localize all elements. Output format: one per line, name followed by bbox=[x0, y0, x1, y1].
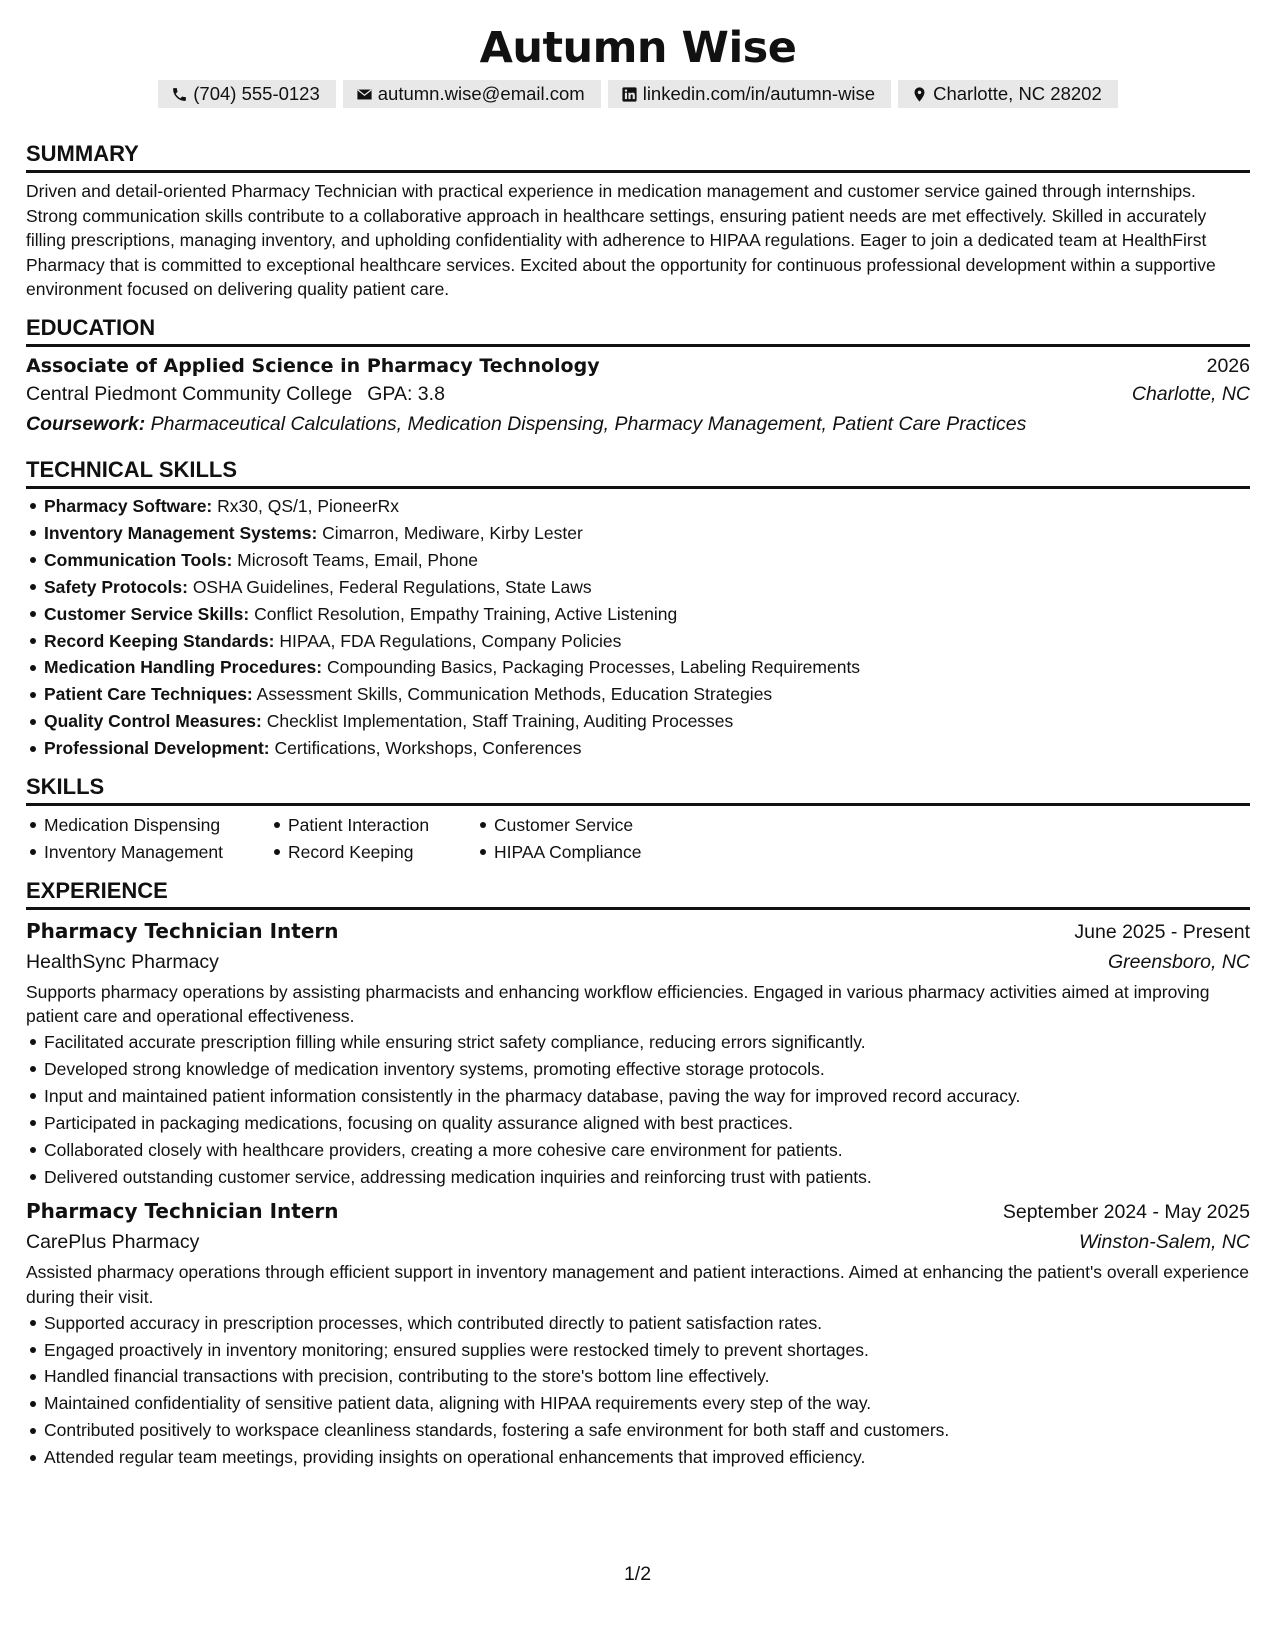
skill-label: Patient Care Techniques: bbox=[44, 684, 253, 705]
skills-grid bbox=[26, 812, 1250, 866]
skill-label: Inventory Management Systems: bbox=[44, 522, 318, 543]
list-item: Delivered outstanding customer service, addressing medication inquiries and reinforcing trust with patients. bbox=[44, 1164, 1250, 1191]
skill-label: Professional Development: bbox=[44, 738, 270, 759]
job-dates: September 2024 - May 2025 bbox=[1002, 1201, 1250, 1224]
coursework-list: Pharmaceutical Calculations, Medication Dispensing, Pharmacy Management, Patient Care Practices bbox=[150, 412, 1027, 435]
list-item: Medication Dispensing bbox=[44, 812, 270, 839]
list-item: HIPAA Compliance bbox=[494, 839, 714, 866]
job-entry bbox=[26, 916, 1250, 1191]
skill-value: Certifications, Workshops, Conferences bbox=[274, 738, 582, 759]
section-title-summary: SUMMARY bbox=[26, 141, 1250, 173]
job-summary: Assisted pharmacy operations through efficient support in inventory management and patient interactions. Aimed at enhancing the patient's overall experience during their visit. bbox=[26, 1262, 1249, 1308]
coursework-label: Coursework: bbox=[26, 412, 146, 435]
list-item: Engaged proactively in inventory monitoring; ensured supplies were restocked timely to prevent shortages. bbox=[44, 1337, 1250, 1364]
list-item: Supported accuracy in prescription processes, which contributed directly to patient satisfaction rates. bbox=[44, 1310, 1250, 1337]
summary-text: Driven and detail-oriented Pharmacy Technician with practical experience in medication management and customer service gained through internships. Strong communication skills contribute to a collaborative approach in healthcare settings, ensuring patient needs are met effectively. Skilled in accurately filling prescriptions, managing inventory, and upholding confidentiality with adherence to HIPAA regulations. Eager to join a dedicated team at HealthFirst Pharmacy that is committed to exceptional healthcare services. Excited about the opportunity for continuous professional development within a supportive environment focused on delivering quality patient care. bbox=[26, 181, 1216, 300]
list-item bbox=[44, 654, 1250, 681]
skills-column bbox=[270, 812, 476, 866]
degree-title: Associate of Applied Science in Pharmacy Technology bbox=[26, 354, 600, 377]
technical-skills-section bbox=[26, 457, 1250, 762]
skill-label: Medication Handling Procedures: bbox=[44, 657, 323, 678]
skill-value: Assessment Skills, Communication Methods, Education Strategies bbox=[256, 684, 773, 705]
skill-value: Cimarron, Mediware, Kirby Lester bbox=[322, 522, 583, 543]
coursework-line bbox=[26, 409, 1250, 439]
email-text: autumn.wise@email.com bbox=[377, 83, 585, 104]
location-text: Charlotte, NC 28202 bbox=[933, 83, 1102, 104]
job-company-row bbox=[26, 947, 1250, 977]
job-header-row bbox=[26, 916, 1250, 947]
job-header-row bbox=[26, 1196, 1250, 1227]
list-item: Contributed positively to workspace cleanliness standards, fostering a safe environment for both staff and customers. bbox=[44, 1417, 1250, 1444]
list-item: Record Keeping bbox=[288, 839, 476, 866]
skill-label: Communication Tools: bbox=[44, 549, 233, 570]
list-item: Attended regular team meetings, providing insights on operational enhancements that improved efficiency. bbox=[44, 1444, 1250, 1471]
company-name: CarePlus Pharmacy bbox=[26, 1231, 200, 1254]
skill-label: Pharmacy Software: bbox=[44, 495, 213, 516]
job-title: Pharmacy Technician Intern bbox=[26, 918, 339, 943]
skills-column bbox=[476, 812, 714, 866]
linkedin-icon bbox=[621, 86, 638, 103]
gpa: GPA: 3.8 bbox=[367, 382, 445, 405]
contact-email bbox=[343, 80, 601, 108]
list-item bbox=[44, 493, 1250, 520]
job-summary: Supports pharmacy operations by assisting pharmacists and enhancing workflow efficiencies. Engaged in various pharmacy activities aimed at improving patient care and operational effectiveness. bbox=[26, 981, 1210, 1027]
skill-value: HIPAA, FDA Regulations, Company Policies bbox=[279, 630, 622, 651]
skill-value: Microsoft Teams, Email, Phone bbox=[237, 549, 479, 570]
section-title-experience: EXPERIENCE bbox=[26, 878, 1250, 910]
job-location: Greensboro, NC bbox=[1108, 950, 1250, 973]
page-number: 1/2 bbox=[623, 1563, 652, 1585]
list-item bbox=[44, 547, 1250, 574]
skill-value: OSHA Guidelines, Federal Regulations, State Laws bbox=[192, 576, 592, 597]
list-item: Handled financial transactions with precision, contributing to the store's bottom line effectively. bbox=[44, 1363, 1250, 1390]
job-bullets bbox=[26, 1310, 1250, 1471]
job-entry bbox=[26, 1196, 1250, 1471]
job-dates: June 2025 - Present bbox=[1074, 920, 1250, 943]
contact-bar bbox=[26, 80, 1250, 108]
list-item: Facilitated accurate prescription filling while ensuring strict safety compliance, reducing errors significantly. bbox=[44, 1029, 1250, 1056]
section-title-technical-skills: TECHNICAL SKILLS bbox=[26, 457, 1250, 489]
contact-location bbox=[898, 80, 1118, 108]
experience-section bbox=[26, 878, 1250, 1471]
skills-column bbox=[26, 812, 270, 866]
list-item: Collaborated closely with healthcare providers, creating a more cohesive care environment for patients. bbox=[44, 1137, 1250, 1164]
skills-section bbox=[26, 774, 1250, 866]
job-company-row bbox=[26, 1227, 1250, 1257]
list-item bbox=[44, 628, 1250, 655]
list-item: Participated in packaging medications, focusing on quality assurance aligned with best practices. bbox=[44, 1110, 1250, 1137]
list-item: Inventory Management bbox=[44, 839, 270, 866]
skill-label: Customer Service Skills: bbox=[44, 603, 250, 624]
education-section bbox=[26, 315, 1250, 439]
section-title-education: EDUCATION bbox=[26, 315, 1250, 347]
section-title-skills: SKILLS bbox=[26, 774, 1250, 806]
list-item bbox=[44, 735, 1250, 762]
list-item: Input and maintained patient information consistently in the pharmacy database, paving the way for improved record accuracy. bbox=[44, 1083, 1250, 1110]
skill-value: Rx30, QS/1, PioneerRx bbox=[217, 495, 400, 516]
school-location: Charlotte, NC bbox=[1131, 382, 1250, 405]
list-item: Patient Interaction bbox=[288, 812, 476, 839]
envelope-icon bbox=[356, 86, 373, 103]
list-item: Maintained confidentiality of sensitive patient data, aligning with HIPAA requirements every step of the way. bbox=[44, 1390, 1250, 1417]
candidate-name: Autumn Wise bbox=[479, 23, 797, 73]
contact-linkedin bbox=[608, 80, 891, 108]
job-location: Winston-Salem, NC bbox=[1078, 1231, 1250, 1254]
skill-value: Conflict Resolution, Empathy Training, Active Listening bbox=[254, 603, 678, 624]
phone-text: (704) 555-0123 bbox=[193, 83, 320, 104]
graduation-year: 2026 bbox=[1206, 354, 1250, 377]
education-header-row bbox=[26, 352, 1250, 380]
job-bullets bbox=[26, 1029, 1250, 1190]
linkedin-text: linkedin.com/in/autumn-wise bbox=[642, 83, 876, 104]
skill-value: Compounding Basics, Packaging Processes, Labeling Requirements bbox=[326, 657, 861, 678]
summary-section bbox=[26, 141, 1250, 302]
list-item bbox=[44, 574, 1250, 601]
list-item bbox=[44, 601, 1250, 628]
technical-skills-list bbox=[26, 493, 1250, 762]
skill-label: Record Keeping Standards: bbox=[44, 630, 275, 651]
list-item bbox=[44, 708, 1250, 735]
list-item bbox=[44, 681, 1250, 708]
school-name: Central Piedmont Community College bbox=[26, 382, 353, 405]
skill-label: Quality Control Measures: bbox=[44, 711, 262, 732]
school-line bbox=[26, 380, 445, 409]
contact-phone bbox=[158, 80, 336, 108]
company-name: HealthSync Pharmacy bbox=[26, 950, 219, 973]
job-title: Pharmacy Technician Intern bbox=[26, 1199, 339, 1224]
list-item bbox=[44, 520, 1250, 547]
phone-icon bbox=[171, 86, 188, 103]
skill-value: Checklist Implementation, Staff Training, Auditing Processes bbox=[266, 711, 734, 732]
map-pin-icon bbox=[911, 86, 928, 103]
skill-label: Safety Protocols: bbox=[44, 576, 188, 597]
list-item: Customer Service bbox=[494, 812, 714, 839]
education-school-row bbox=[26, 380, 1250, 409]
list-item: Developed strong knowledge of medication inventory systems, promoting effective storage protocols. bbox=[44, 1056, 1250, 1083]
